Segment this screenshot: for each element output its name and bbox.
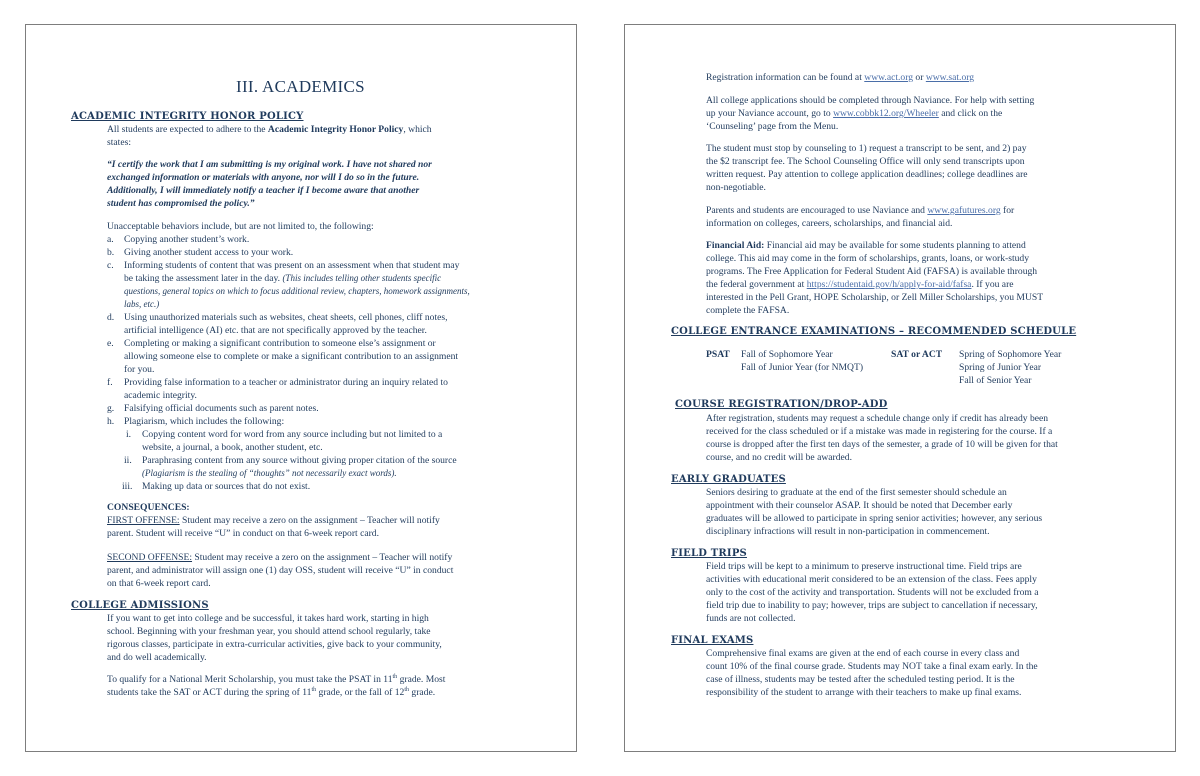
- cobbk12-link[interactable]: www.cobbk12.org/Wheeler: [833, 108, 939, 119]
- second-offense: SECOND OFFENSE: Student may receive a zero on the assignment – Teacher will notify parent, and administrator will assign one (1) day OSS, student will receive “U” in conduct on that 6-week report card.: [107, 552, 454, 589]
- sub-list-item: ii. Paraphrasing content from any source without giving proper citation of the source (Plagiarism is the stealing of “thoughts” not necessarily exact words).: [124, 455, 457, 478]
- fafsa-link[interactable]: https://studentaid.gov/h/apply-for-aid/fafsa: [806, 279, 972, 290]
- list-item: e. Completing or making a significant contribution to someone else’s assignment or allowing someone else to complete or make a significant contribution to an assignment for you.: [107, 338, 459, 375]
- naviance-para: All college applications should be completed through Naviance. For help with setting up your Naviance account, go to www.cobbk12.org/Wheeler and click on the ‘Counseling’ page from the Menu.: [706, 95, 1035, 132]
- final-exams-para: Comprehensive final exams are given at the end of each course in every class and count 10% of the final course grade. Students may NOT take a final exam early. In the case of illness, students may be tested after the scheduled testing period. It is the responsibility of the student to arrange with their teachers to make up final exams.: [706, 648, 1038, 698]
- list-item: h. Plagiarism, which includes the following:: [107, 416, 285, 427]
- admissions-para2: To qualify for a National Merit Scholarship, you must take the PSAT in 11th grade. Most students take the SAT or ACT during the spring of 11th grade, or the fall of 12th grade.: [107, 673, 446, 698]
- admissions-heading: COLLEGE ADMISSIONS: [71, 600, 209, 611]
- right-page: [624, 24, 1176, 752]
- field-trips-para: Field trips will be kept to a minimum to preserve instructional time. Field trips are activities with educational merit considered to be an extension of the class. Fees apply only to the cost of the activity and transportation. Students will not be excluded from a field trip due to inability to pay; however, trips are subject to cancellation if necessary, funds are not collected.: [706, 561, 1039, 624]
- list-item: b. Giving another student access to your work.: [107, 247, 294, 258]
- early-graduates-heading: EARLY GRADUATES: [671, 474, 786, 485]
- gafutures-para: Parents and students are encouraged to use Naviance and www.gafutures.org for information on colleges, careers, scholarships, and financial aid.: [706, 205, 1015, 229]
- integrity-intro-line2: states:: [107, 137, 131, 148]
- integrity-intro: All students are expected to adhere to the Academic Integrity Honor Policy, which: [107, 124, 432, 135]
- course-registration-para: After registration, students may request a schedule change only if credit has already been received for the class scheduled or if a mistake was made in registering for the course. If a course is dropped after the first ten days of the semester, a grade of 10 will be given for that course, and no credit will be awarded.: [706, 413, 1058, 463]
- list-item: d. Using unauthorized materials such as websites, cheat sheets, cell phones, cliff notes, artificial intelligence (AI) etc. that are not specifically approved by the teacher.: [107, 312, 448, 336]
- list-item: a. Copying another student’s work.: [107, 234, 250, 245]
- exams-heading: COLLEGE ENTRANCE EXAMINATIONS – RECOMMENDED SCHEDULE: [671, 326, 1077, 337]
- field-trips-heading: FIELD TRIPS: [671, 548, 747, 559]
- list-item: g. Falsifying official documents such as parent notes.: [107, 403, 319, 414]
- registration-info: Registration information can be found at www.act.org or www.sat.org: [706, 72, 975, 83]
- sat-act-label: SAT or ACT: [891, 349, 943, 360]
- early-graduates-para: Seniors desiring to graduate at the end of the first semester should schedule an appointment with their counselor ASAP. It should be noted that December early graduates will be allowed to participate in spring senior activities; however, any serious disciplinary infractions will result in non-participation in commencement.: [706, 487, 1043, 537]
- admissions-para1: If you want to get into college and be successful, it takes hard work, starting in high school. Beginning with your freshman year, you should attend school regularly, take rigorous classes, participate in extra-curricular activities, give back to your community, and do well academically.: [107, 613, 442, 663]
- act-link[interactable]: www.act.org: [864, 72, 914, 83]
- sat-act-schedule: Spring of Sophomore Year Spring of Junior Year Fall of Senior Year: [959, 349, 1062, 386]
- integrity-heading: ACADEMIC INTEGRITY HONOR POLICY: [71, 111, 304, 122]
- course-registration-heading: COURSE REGISTRATION/DROP-ADD: [675, 399, 888, 410]
- consequences-heading: CONSEQUENCES:: [107, 502, 190, 513]
- section-title: III. ACADEMICS: [236, 77, 365, 96]
- gafutures-link[interactable]: www.gafutures.org: [927, 205, 1001, 216]
- sub-list-item: iii. Making up data or sources that do not exist.: [122, 481, 311, 492]
- psat-schedule: Fall of Sophomore Year Fall of Junior Year (for NMQT): [741, 349, 864, 373]
- financial-aid-para: Financial Aid: Financial aid may be available for some students planning to attend college. This aid may come in the form of scholarships, grants, loans, or work-study programs. The Free Application for Federal Student Aid (FAFSA) is available through the federal government at https://studentaid.gov/h/apply-for-aid/fafsa. If you are interested in the Pell Grant, HOPE Scholarship, or Zell Miller Scholarships, you MUST complete the FAFSA.: [706, 240, 1044, 316]
- left-page: [25, 24, 577, 752]
- list-item: c. Informing students of content that was present on an assessment when that student may be taking the assessment later in the day. (This includes telling other students specific questions, general topics on which to focus additional review, chapters, homework assignments, labs, etc.): [107, 260, 470, 309]
- honor-quote: “I certify the work that I am submitting is my original work. I have not shared nor exchanged information or materials with anyone, nor will I do so in the future. Additionally, I will immediately notify a teacher if I become aware that another student has compromised the policy.”: [107, 159, 432, 209]
- first-offense: FIRST OFFENSE: Student may receive a zero on the assignment – Teacher will notify parent. Student will receive “U” in conduct on that 6-week report card.: [107, 515, 440, 539]
- sat-link[interactable]: www.sat.org: [925, 72, 975, 83]
- unacceptable-intro: Unacceptable behaviors include, but are not limited to, the following:: [107, 221, 374, 232]
- final-exams-heading: FINAL EXAMS: [671, 635, 754, 646]
- sub-list-item: i. Copying content word for word from any source including but not limited to a website, a journal, a book, another student, etc.: [126, 429, 443, 453]
- transcript-para: The student must stop by counseling to 1) request a transcript to be sent, and 2) pay the $2 transcript fee. The School Counseling Office will only send transcripts upon written request. Pay attention to college application deadlines; college deadlines are non-negotiable.: [706, 143, 1028, 193]
- unacceptable-list: [107, 233, 547, 493]
- psat-label: PSAT: [706, 349, 730, 360]
- list-item: f. Providing false information to a teacher or administrator during an inquiry related to academic integrity.: [107, 377, 448, 401]
